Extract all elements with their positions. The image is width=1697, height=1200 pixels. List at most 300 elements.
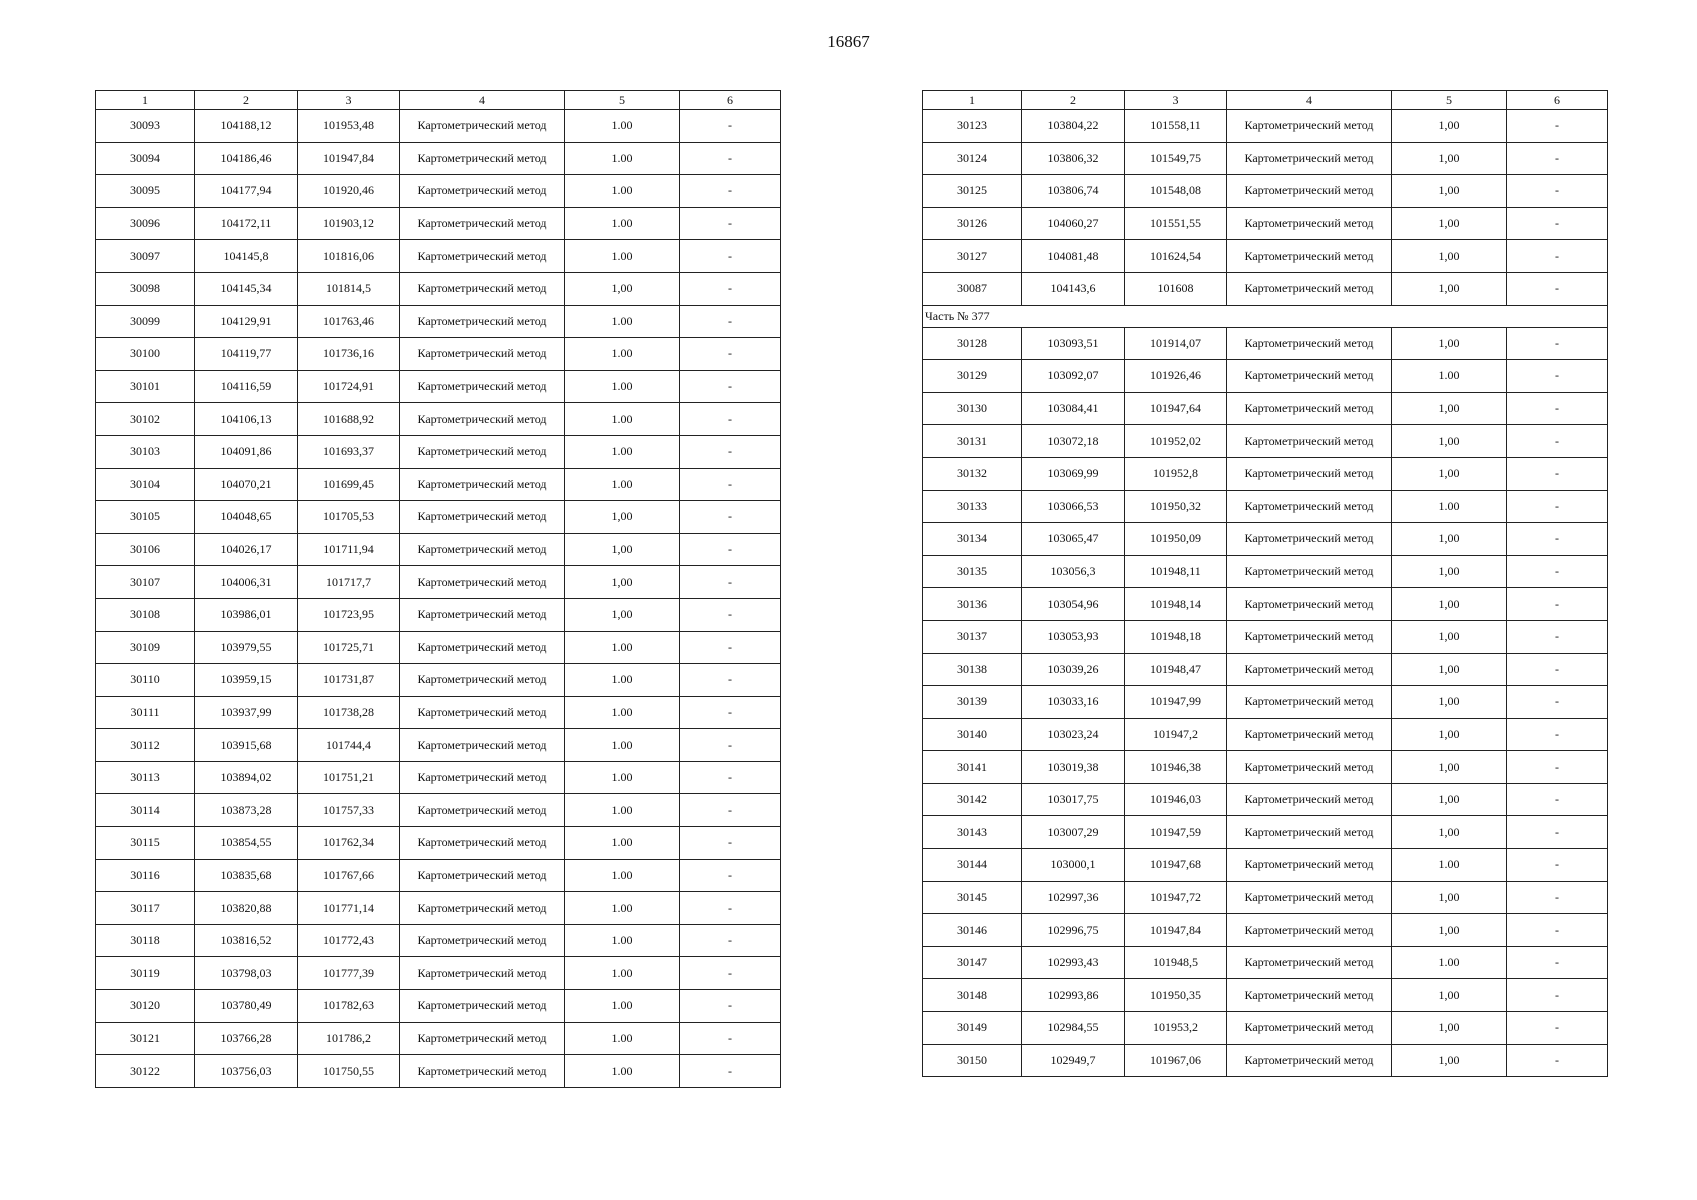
x-coordinate-cell: 104129,91: [195, 305, 298, 338]
x-coordinate-cell: 104006,31: [195, 566, 298, 599]
accuracy-cell: 1.00: [565, 729, 680, 762]
y-coordinate-cell: 101947,68: [1125, 849, 1227, 882]
point-number-cell: 30139: [923, 686, 1022, 719]
method-cell: Картометрический метод: [400, 990, 565, 1023]
method-cell: Картометрический метод: [1227, 272, 1392, 305]
note-cell: -: [1507, 946, 1608, 979]
table-row: [96, 664, 781, 697]
note-cell: -: [680, 1055, 781, 1088]
y-coordinate-cell: 101744,4: [298, 729, 400, 762]
method-cell: Картометрический метод: [1227, 653, 1392, 686]
accuracy-cell: 1,00: [1392, 588, 1507, 621]
point-number-cell: 30123: [923, 110, 1022, 143]
method-cell: Картометрический метод: [1227, 110, 1392, 143]
x-coordinate-cell: 103756,03: [195, 1055, 298, 1088]
x-coordinate-cell: 103959,15: [195, 664, 298, 697]
point-number-cell: 30106: [96, 533, 195, 566]
table-row: [923, 653, 1608, 686]
table-row: [923, 1012, 1608, 1045]
note-cell: -: [1507, 979, 1608, 1012]
method-cell: Картометрический метод: [400, 859, 565, 892]
point-number-cell: 30141: [923, 751, 1022, 784]
y-coordinate-cell: 101948,5: [1125, 946, 1227, 979]
point-number-cell: 30094: [96, 142, 195, 175]
accuracy-cell: 1.00: [565, 664, 680, 697]
accuracy-cell: 1.00: [565, 859, 680, 892]
method-cell: Картометрический метод: [1227, 360, 1392, 393]
method-cell: Картометрический метод: [1227, 686, 1392, 719]
x-coordinate-cell: 102984,55: [1022, 1012, 1125, 1045]
method-cell: Картометрический метод: [1227, 327, 1392, 360]
y-coordinate-cell: 101947,99: [1125, 686, 1227, 719]
method-cell: Картометрический метод: [1227, 946, 1392, 979]
accuracy-cell: 1.00: [565, 696, 680, 729]
x-coordinate-cell: 104106,13: [195, 403, 298, 436]
y-coordinate-cell: 101724,91: [298, 370, 400, 403]
y-coordinate-cell: 101711,94: [298, 533, 400, 566]
table-row: [923, 588, 1608, 621]
y-coordinate-cell: 101731,87: [298, 664, 400, 697]
note-cell: -: [680, 598, 781, 631]
point-number-cell: 30118: [96, 924, 195, 957]
accuracy-cell: 1,00: [1392, 816, 1507, 849]
method-cell: Картометрический метод: [400, 272, 565, 305]
table-row: [96, 892, 781, 925]
note-cell: -: [680, 696, 781, 729]
method-cell: Картометрический метод: [400, 664, 565, 697]
table-row: [96, 533, 781, 566]
method-cell: Картометрический метод: [400, 370, 565, 403]
accuracy-cell: 1.00: [565, 990, 680, 1023]
method-cell: Картометрический метод: [1227, 979, 1392, 1012]
column-header: 6: [1507, 91, 1608, 110]
note-cell: -: [1507, 457, 1608, 490]
table-row: [96, 957, 781, 990]
point-number-cell: 30130: [923, 392, 1022, 425]
table-row: [96, 240, 781, 273]
point-number-cell: 30133: [923, 490, 1022, 523]
point-number-cell: 30100: [96, 338, 195, 371]
table-row: [96, 924, 781, 957]
point-number-cell: 30099: [96, 305, 195, 338]
y-coordinate-cell: 101816,06: [298, 240, 400, 273]
table-row: [923, 392, 1608, 425]
y-coordinate-cell: 101952,8: [1125, 457, 1227, 490]
note-cell: -: [680, 272, 781, 305]
accuracy-cell: 1.00: [1392, 490, 1507, 523]
y-coordinate-cell: 101947,72: [1125, 881, 1227, 914]
note-cell: -: [1507, 588, 1608, 621]
x-coordinate-cell: 104145,8: [195, 240, 298, 273]
point-number-cell: 30143: [923, 816, 1022, 849]
x-coordinate-cell: 103816,52: [195, 924, 298, 957]
note-cell: -: [1507, 142, 1608, 175]
x-coordinate-cell: 103017,75: [1022, 783, 1125, 816]
y-coordinate-cell: 101786,2: [298, 1022, 400, 1055]
table-row: [96, 1022, 781, 1055]
y-coordinate-cell: 101947,84: [298, 142, 400, 175]
x-coordinate-cell: 103000,1: [1022, 849, 1125, 882]
accuracy-cell: 1.00: [565, 207, 680, 240]
point-number-cell: 30111: [96, 696, 195, 729]
point-number-cell: 30093: [96, 110, 195, 143]
coordinates-table-left: [95, 90, 781, 1088]
table-row: [96, 696, 781, 729]
note-cell: -: [1507, 555, 1608, 588]
y-coordinate-cell: 101782,63: [298, 990, 400, 1023]
x-coordinate-cell: 103023,24: [1022, 718, 1125, 751]
x-coordinate-cell: 104091,86: [195, 435, 298, 468]
accuracy-cell: 1.00: [565, 468, 680, 501]
method-cell: Картометрический метод: [1227, 142, 1392, 175]
coordinates-table-right: [922, 90, 1608, 1077]
method-cell: Картометрический метод: [400, 729, 565, 762]
method-cell: Картометрический метод: [400, 142, 565, 175]
accuracy-cell: 1.00: [565, 827, 680, 860]
method-cell: Картометрический метод: [1227, 751, 1392, 784]
x-coordinate-cell: 102949,7: [1022, 1044, 1125, 1077]
accuracy-cell: 1.00: [565, 631, 680, 664]
method-cell: Картометрический метод: [400, 1022, 565, 1055]
note-cell: -: [1507, 1012, 1608, 1045]
table-row: [923, 686, 1608, 719]
point-number-cell: 30119: [96, 957, 195, 990]
y-coordinate-cell: 101814,5: [298, 272, 400, 305]
x-coordinate-cell: 104177,94: [195, 175, 298, 208]
method-cell: Картометрический метод: [400, 892, 565, 925]
y-coordinate-cell: 101723,95: [298, 598, 400, 631]
accuracy-cell: 1.00: [565, 435, 680, 468]
table-row: [96, 1055, 781, 1088]
accuracy-cell: 1,00: [1392, 979, 1507, 1012]
x-coordinate-cell: 103937,99: [195, 696, 298, 729]
point-number-cell: 30107: [96, 566, 195, 599]
column-header: 5: [1392, 91, 1507, 110]
x-coordinate-cell: 104145,34: [195, 272, 298, 305]
note-cell: -: [680, 142, 781, 175]
accuracy-cell: 1,00: [1392, 175, 1507, 208]
table-row: [923, 425, 1608, 458]
note-cell: -: [680, 533, 781, 566]
x-coordinate-cell: 103986,01: [195, 598, 298, 631]
note-cell: -: [680, 1022, 781, 1055]
note-cell: -: [1507, 849, 1608, 882]
note-cell: -: [680, 990, 781, 1023]
note-cell: -: [680, 501, 781, 534]
point-number-cell: 30104: [96, 468, 195, 501]
method-cell: Картометрический метод: [1227, 457, 1392, 490]
column-header: 6: [680, 91, 781, 110]
table-row: [96, 468, 781, 501]
accuracy-cell: 1.00: [565, 338, 680, 371]
y-coordinate-cell: 101763,46: [298, 305, 400, 338]
table-row: [96, 794, 781, 827]
note-cell: -: [1507, 914, 1608, 947]
y-coordinate-cell: 101950,09: [1125, 523, 1227, 556]
method-cell: Картометрический метод: [400, 566, 565, 599]
method-cell: Картометрический метод: [400, 794, 565, 827]
column-header: 3: [1125, 91, 1227, 110]
accuracy-cell: 1,00: [1392, 425, 1507, 458]
method-cell: Картометрический метод: [1227, 718, 1392, 751]
x-coordinate-cell: 103915,68: [195, 729, 298, 762]
x-coordinate-cell: 102993,43: [1022, 946, 1125, 979]
x-coordinate-cell: 103780,49: [195, 990, 298, 1023]
x-coordinate-cell: 102997,36: [1022, 881, 1125, 914]
x-coordinate-cell: 103072,18: [1022, 425, 1125, 458]
accuracy-cell: 1,00: [1392, 1012, 1507, 1045]
table-row: [96, 338, 781, 371]
x-coordinate-cell: 103053,93: [1022, 620, 1125, 653]
method-cell: Картометрический метод: [1227, 523, 1392, 556]
y-coordinate-cell: 101688,92: [298, 403, 400, 436]
accuracy-cell: 1,00: [1392, 457, 1507, 490]
table-row: [923, 555, 1608, 588]
method-cell: Картометрический метод: [400, 924, 565, 957]
column-header: 4: [1227, 91, 1392, 110]
x-coordinate-cell: 103766,28: [195, 1022, 298, 1055]
method-cell: Картометрический метод: [1227, 620, 1392, 653]
accuracy-cell: 1,00: [565, 598, 680, 631]
method-cell: Картометрический метод: [400, 305, 565, 338]
point-number-cell: 30127: [923, 240, 1022, 273]
column-header: 2: [195, 91, 298, 110]
x-coordinate-cell: 103806,74: [1022, 175, 1125, 208]
table-row: [96, 990, 781, 1023]
accuracy-cell: 1.00: [565, 175, 680, 208]
y-coordinate-cell: 101948,47: [1125, 653, 1227, 686]
note-cell: -: [1507, 392, 1608, 425]
point-number-cell: 30121: [96, 1022, 195, 1055]
note-cell: -: [680, 403, 781, 436]
y-coordinate-cell: 101717,7: [298, 566, 400, 599]
table-row: [923, 272, 1608, 305]
point-number-cell: 30110: [96, 664, 195, 697]
point-number-cell: 30102: [96, 403, 195, 436]
y-coordinate-cell: 101757,33: [298, 794, 400, 827]
x-coordinate-cell: 103019,38: [1022, 751, 1125, 784]
page-number: 16867: [827, 32, 870, 51]
note-cell: -: [680, 468, 781, 501]
method-cell: Картометрический метод: [400, 533, 565, 566]
method-cell: Картометрический метод: [400, 1055, 565, 1088]
point-number-cell: 30128: [923, 327, 1022, 360]
point-number-cell: 30138: [923, 653, 1022, 686]
accuracy-cell: 1.00: [565, 1022, 680, 1055]
y-coordinate-cell: 101948,11: [1125, 555, 1227, 588]
x-coordinate-cell: 102996,75: [1022, 914, 1125, 947]
note-cell: -: [1507, 110, 1608, 143]
x-coordinate-cell: 103056,3: [1022, 555, 1125, 588]
point-number-cell: 30132: [923, 457, 1022, 490]
method-cell: Картометрический метод: [1227, 425, 1392, 458]
method-cell: Картометрический метод: [400, 240, 565, 273]
point-number-cell: 30136: [923, 588, 1022, 621]
x-coordinate-cell: 103033,16: [1022, 686, 1125, 719]
table-row: [923, 751, 1608, 784]
note-cell: -: [680, 924, 781, 957]
point-number-cell: 30097: [96, 240, 195, 273]
x-coordinate-cell: 103066,53: [1022, 490, 1125, 523]
section-label: Часть № 377: [923, 305, 1608, 327]
point-number-cell: 30140: [923, 718, 1022, 751]
method-cell: Картометрический метод: [1227, 588, 1392, 621]
method-cell: Картометрический метод: [400, 696, 565, 729]
note-cell: -: [1507, 686, 1608, 719]
table-row: [923, 110, 1608, 143]
accuracy-cell: 1,00: [565, 272, 680, 305]
point-number-cell: 30103: [96, 435, 195, 468]
x-coordinate-cell: 102993,86: [1022, 979, 1125, 1012]
table-row: [923, 175, 1608, 208]
point-number-cell: 30149: [923, 1012, 1022, 1045]
point-number-cell: 30124: [923, 142, 1022, 175]
y-coordinate-cell: 101549,75: [1125, 142, 1227, 175]
x-coordinate-cell: 104081,48: [1022, 240, 1125, 273]
point-number-cell: 30112: [96, 729, 195, 762]
y-coordinate-cell: 101767,66: [298, 859, 400, 892]
point-number-cell: 30114: [96, 794, 195, 827]
y-coordinate-cell: 101608: [1125, 272, 1227, 305]
note-cell: -: [680, 794, 781, 827]
x-coordinate-cell: 104186,46: [195, 142, 298, 175]
note-cell: -: [1507, 207, 1608, 240]
y-coordinate-cell: 101947,2: [1125, 718, 1227, 751]
table-row: [96, 598, 781, 631]
accuracy-cell: 1.00: [1392, 360, 1507, 393]
point-number-cell: 30148: [923, 979, 1022, 1012]
method-cell: Картометрический метод: [1227, 816, 1392, 849]
x-coordinate-cell: 103804,22: [1022, 110, 1125, 143]
accuracy-cell: 1,00: [1392, 1044, 1507, 1077]
point-number-cell: 30144: [923, 849, 1022, 882]
point-number-cell: 30101: [96, 370, 195, 403]
x-coordinate-cell: 103854,55: [195, 827, 298, 860]
accuracy-cell: 1,00: [1392, 653, 1507, 686]
note-cell: -: [680, 566, 781, 599]
point-number-cell: 30122: [96, 1055, 195, 1088]
table-row: [923, 207, 1608, 240]
accuracy-cell: 1,00: [1392, 881, 1507, 914]
point-number-cell: 30145: [923, 881, 1022, 914]
method-cell: Картометрический метод: [1227, 555, 1392, 588]
table-row: [923, 979, 1608, 1012]
note-cell: -: [680, 305, 781, 338]
table-row: [923, 142, 1608, 175]
x-coordinate-cell: 103065,47: [1022, 523, 1125, 556]
table-header-row: [923, 91, 1608, 110]
table-row: [923, 620, 1608, 653]
note-cell: -: [1507, 881, 1608, 914]
note-cell: -: [1507, 360, 1608, 393]
note-cell: -: [680, 957, 781, 990]
y-coordinate-cell: 101946,38: [1125, 751, 1227, 784]
x-coordinate-cell: 103894,02: [195, 761, 298, 794]
x-coordinate-cell: 103084,41: [1022, 392, 1125, 425]
point-number-cell: 30120: [96, 990, 195, 1023]
y-coordinate-cell: 101777,39: [298, 957, 400, 990]
note-cell: -: [680, 110, 781, 143]
method-cell: Картометрический метод: [1227, 1044, 1392, 1077]
method-cell: Картометрический метод: [400, 761, 565, 794]
y-coordinate-cell: 101947,59: [1125, 816, 1227, 849]
accuracy-cell: 1,00: [1392, 718, 1507, 751]
accuracy-cell: 1.00: [565, 924, 680, 957]
accuracy-cell: 1.00: [565, 240, 680, 273]
note-cell: -: [680, 892, 781, 925]
accuracy-cell: 1,00: [1392, 142, 1507, 175]
accuracy-cell: 1,00: [1392, 620, 1507, 653]
note-cell: -: [1507, 816, 1608, 849]
table-row: [96, 110, 781, 143]
accuracy-cell: 1,00: [1392, 110, 1507, 143]
x-coordinate-cell: 103798,03: [195, 957, 298, 990]
column-header: 3: [298, 91, 400, 110]
accuracy-cell: 1,00: [1392, 686, 1507, 719]
table-row: [923, 816, 1608, 849]
y-coordinate-cell: 101914,07: [1125, 327, 1227, 360]
note-cell: -: [680, 175, 781, 208]
note-cell: -: [1507, 783, 1608, 816]
table-row: [96, 761, 781, 794]
method-cell: Картометрический метод: [400, 598, 565, 631]
note-cell: -: [1507, 620, 1608, 653]
accuracy-cell: 1,00: [1392, 272, 1507, 305]
method-cell: Картометрический метод: [1227, 783, 1392, 816]
accuracy-cell: 1.00: [565, 794, 680, 827]
column-header: 5: [565, 91, 680, 110]
x-coordinate-cell: 103007,29: [1022, 816, 1125, 849]
y-coordinate-cell: 101947,64: [1125, 392, 1227, 425]
point-number-cell: 30137: [923, 620, 1022, 653]
accuracy-cell: 1.00: [565, 761, 680, 794]
point-number-cell: 30146: [923, 914, 1022, 947]
accuracy-cell: 1,00: [565, 533, 680, 566]
point-number-cell: 30135: [923, 555, 1022, 588]
accuracy-cell: 1,00: [1392, 523, 1507, 556]
section-row: [923, 305, 1608, 327]
accuracy-cell: 1.00: [565, 403, 680, 436]
method-cell: Картометрический метод: [1227, 914, 1392, 947]
y-coordinate-cell: 101947,84: [1125, 914, 1227, 947]
y-coordinate-cell: 101558,11: [1125, 110, 1227, 143]
point-number-cell: 30109: [96, 631, 195, 664]
x-coordinate-cell: 104119,77: [195, 338, 298, 371]
accuracy-cell: 1.00: [1392, 946, 1507, 979]
point-number-cell: 30134: [923, 523, 1022, 556]
table-row: [923, 240, 1608, 273]
note-cell: -: [680, 631, 781, 664]
x-coordinate-cell: 103835,68: [195, 859, 298, 892]
y-coordinate-cell: 101953,48: [298, 110, 400, 143]
point-number-cell: 30087: [923, 272, 1022, 305]
accuracy-cell: 1.00: [565, 892, 680, 925]
note-cell: -: [1507, 240, 1608, 273]
point-number-cell: 30116: [96, 859, 195, 892]
note-cell: -: [1507, 272, 1608, 305]
y-coordinate-cell: 101693,37: [298, 435, 400, 468]
x-coordinate-cell: 103979,55: [195, 631, 298, 664]
y-coordinate-cell: 101926,46: [1125, 360, 1227, 393]
x-coordinate-cell: 104070,21: [195, 468, 298, 501]
table-row: [923, 360, 1608, 393]
accuracy-cell: 1.00: [1392, 849, 1507, 882]
point-number-cell: 30096: [96, 207, 195, 240]
point-number-cell: 30150: [923, 1044, 1022, 1077]
point-number-cell: 30129: [923, 360, 1022, 393]
y-coordinate-cell: 101952,02: [1125, 425, 1227, 458]
y-coordinate-cell: 101950,32: [1125, 490, 1227, 523]
